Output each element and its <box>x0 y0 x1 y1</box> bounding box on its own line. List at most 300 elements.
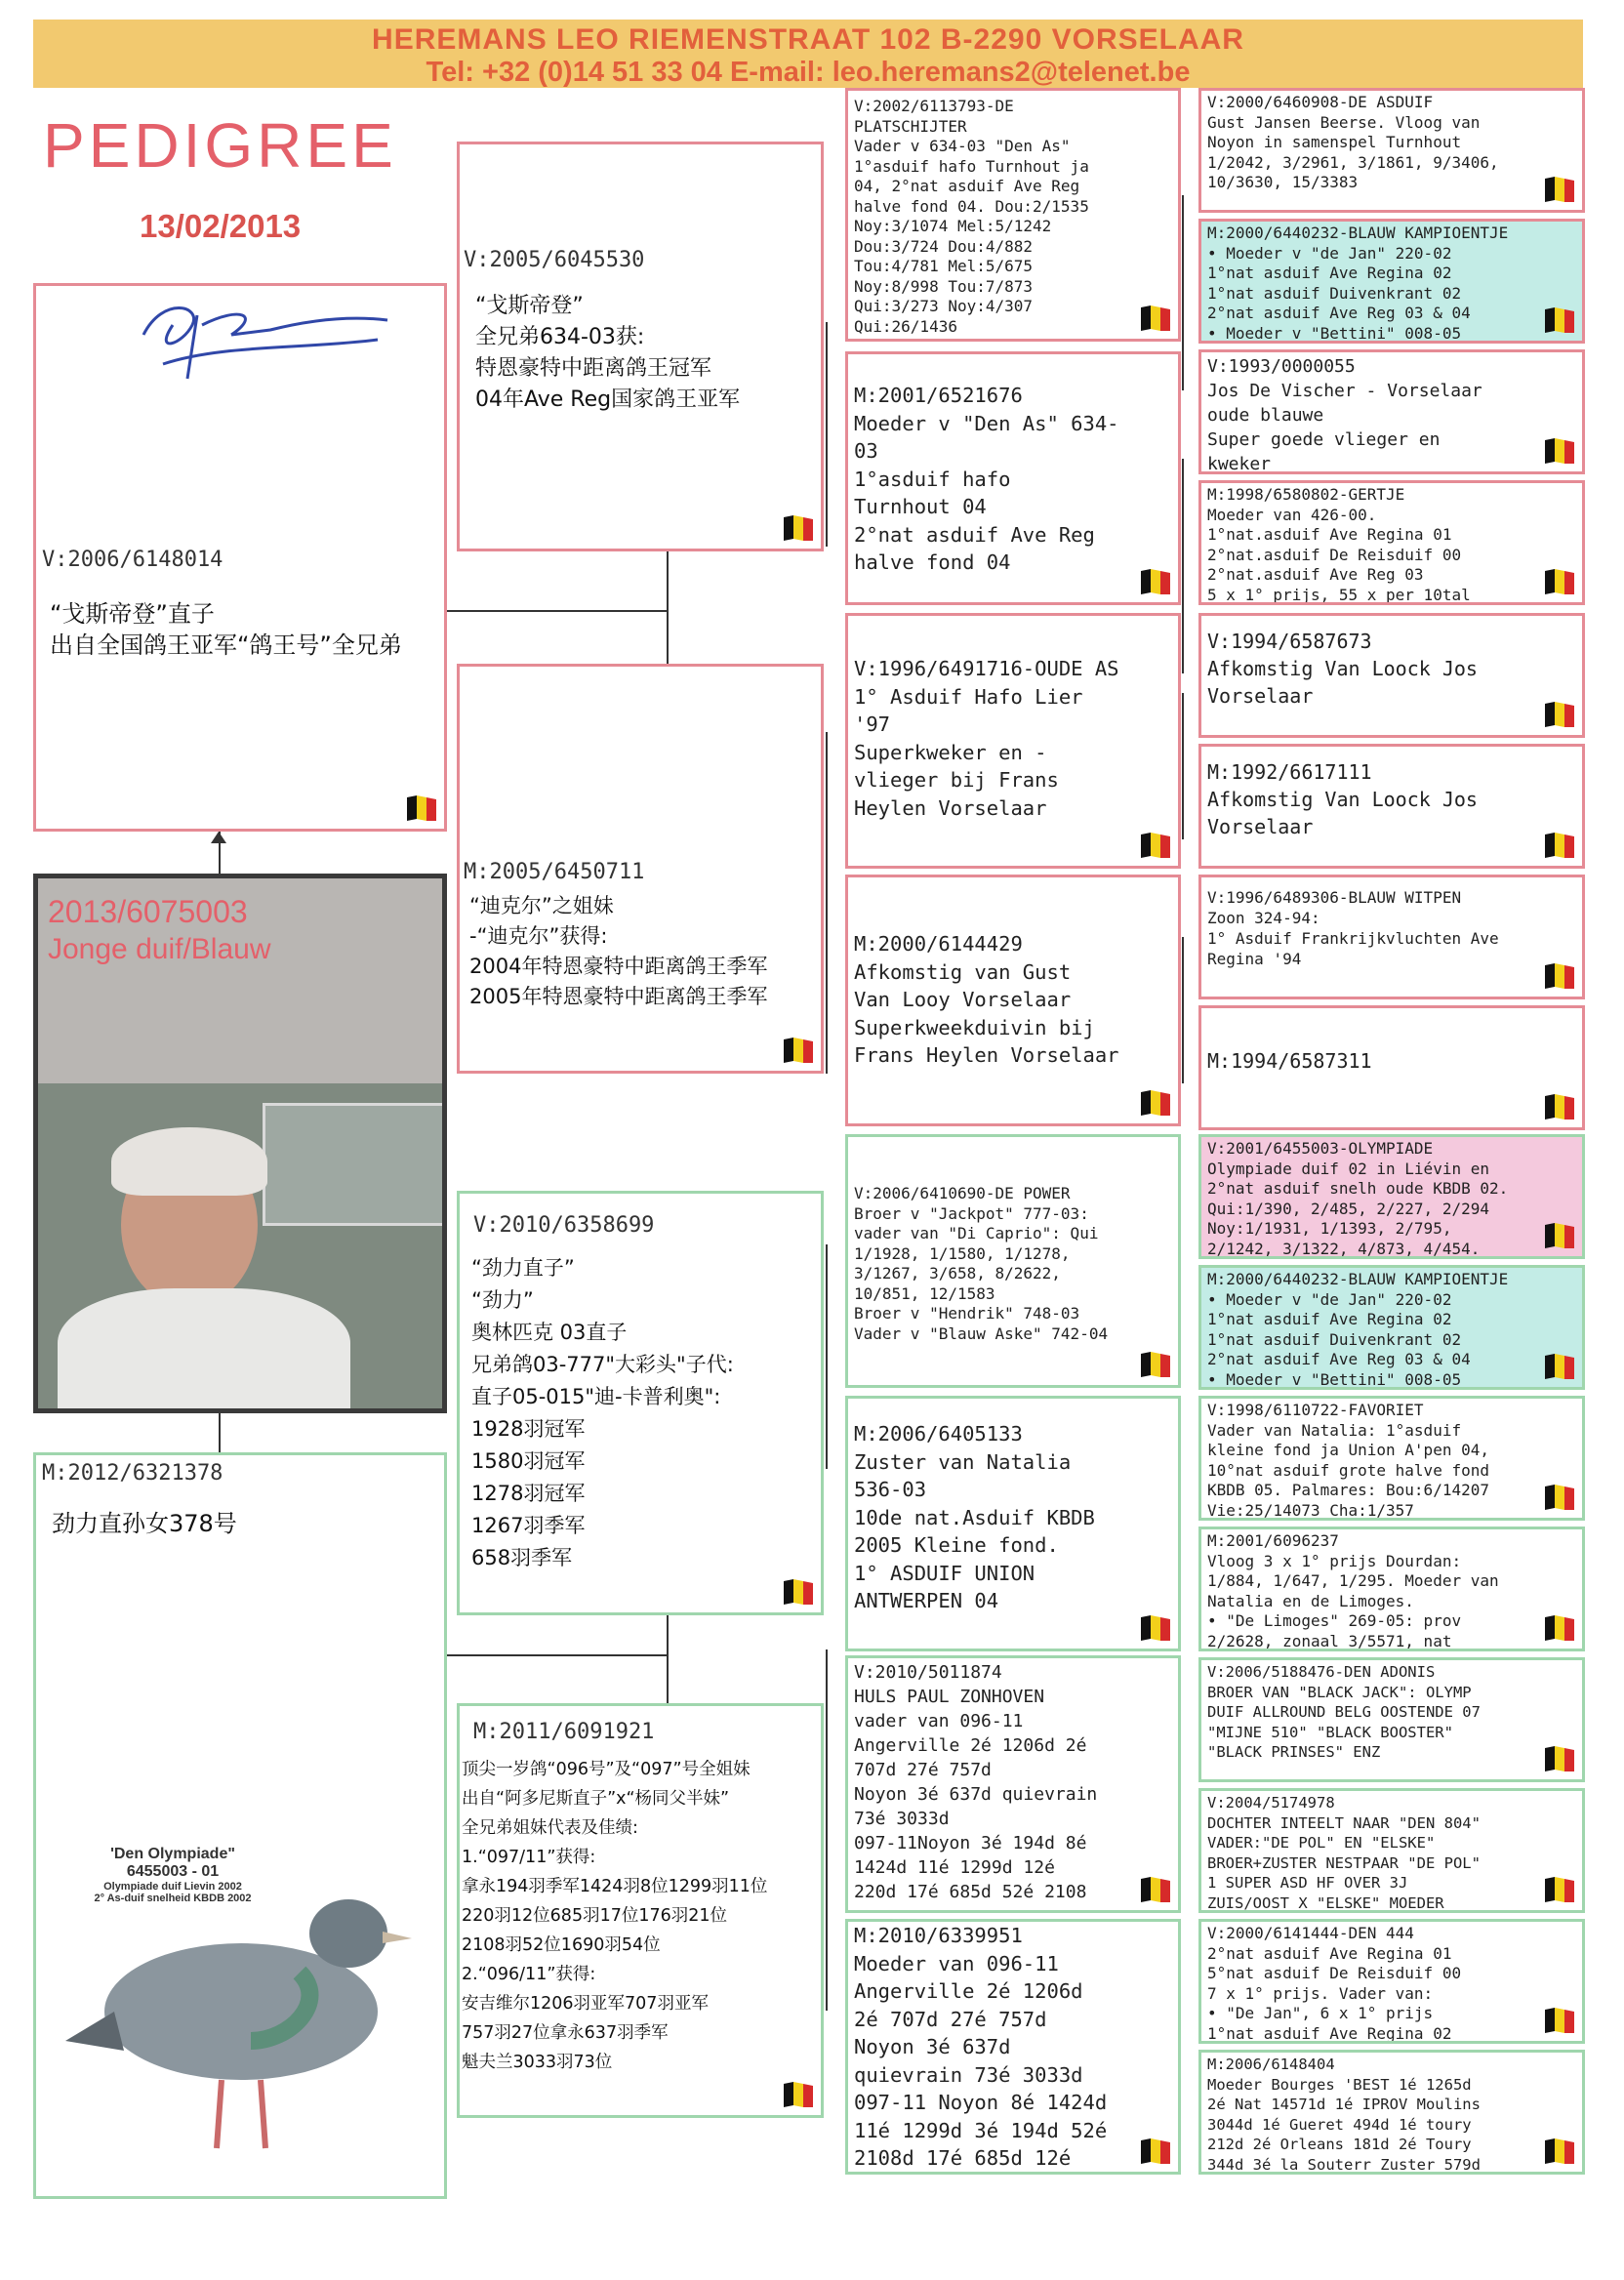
text-line: V:1996/6491716-OUDE AS <box>854 657 1119 680</box>
belgium-flag-icon <box>1137 1088 1172 1118</box>
gen4-card-13[interactable] <box>1198 1657 1585 1782</box>
belgium-flag-icon <box>1541 305 1576 335</box>
gen4-text <box>1201 483 1582 605</box>
belgium-flag-icon <box>1541 700 1576 729</box>
text-line: M:2010/6339951 <box>854 1924 1023 1947</box>
note-line: 奥林匹克 03直子 <box>471 1321 628 1344</box>
text-line: 2°nat asduif Ave Regina 01 <box>1207 1943 1452 1963</box>
text-line: 03 <box>854 439 878 463</box>
text-line: 097-11 Noyon 8é 1424d <box>854 2091 1108 2114</box>
text-line: M:2001/6096237 <box>1207 1531 1339 1550</box>
text-line: M:1998/6580802-GERTJE <box>1207 485 1405 504</box>
belgium-flag-icon <box>1541 961 1576 991</box>
note-line: 兄弟鸽03-777"大彩头"子代: <box>471 1353 734 1376</box>
text-line: Dou:3/724 Dou:4/882 <box>854 236 1034 256</box>
note-line: 全兄弟634-03获: <box>475 325 645 349</box>
gen3-text <box>848 1137 1178 1350</box>
text-line: Moeder Bourges 'BEST 1é 1265d <box>1207 2075 1472 2094</box>
note-line: 1580羽冠军 <box>471 1449 586 1473</box>
text-line: V:2000/6141444-DEN 444 <box>1207 1924 1414 1942</box>
text-line: Angerville 2é 1206d 2é <box>854 1735 1087 1756</box>
text-line: quievrain 73é 3033d <box>854 2062 1083 2087</box>
sire-dam-notes <box>469 891 767 1012</box>
gen3-text <box>848 91 1178 342</box>
gen4-text <box>1201 1137 1582 1259</box>
text-line: 2/1242, 3/1322, 4/873, 4/454. <box>1207 1239 1481 1258</box>
text-line: M:2000/6440232-BLAUW KAMPIOENTJE <box>1207 1270 1509 1288</box>
text-line: 2°nat.asduif De Reisduif 00 <box>1207 545 1462 564</box>
dam-sire-notes <box>471 1252 734 1574</box>
text-line: Moeder van 096-11 <box>854 1951 1059 1975</box>
text-line: 10/3630, 15/3383 <box>1207 173 1359 191</box>
text-line: Qui:3/273 Noy:4/307 <box>854 297 1034 315</box>
text-line: 1424d 11é 1299d 12é <box>854 1857 1055 1878</box>
text-line: M:2000/6440232-BLAUW KAMPIOENTJE <box>1207 224 1509 242</box>
belgium-flag-icon <box>780 1036 815 1065</box>
text-line: Noyon in samenspel Turnhout <box>1207 133 1462 151</box>
sire-card[interactable] <box>33 283 447 832</box>
dam-ring: M:2012/6321378 <box>42 1461 223 1486</box>
text-line: halve fond 04 <box>854 550 1011 574</box>
text-line: kleine fond ja Union A'pen 04, <box>1207 1441 1489 1459</box>
text-line: M:2006/6148404 <box>1207 2056 1335 2073</box>
belgium-flag-icon <box>1137 304 1172 333</box>
connector <box>667 551 669 664</box>
gen3-card-6[interactable] <box>845 1396 1181 1651</box>
text-line: 1 SUPER ASD HF OVER 3J <box>1207 1874 1408 1892</box>
signature-icon <box>124 286 407 393</box>
text-line: VADER:"DE POL" EN "ELSKE" <box>1207 1834 1436 1852</box>
note-line: 1267羽季军 <box>471 1514 586 1537</box>
sire-note: “戈斯帝登”直子 <box>50 600 215 628</box>
gen3-text <box>848 1399 1178 1621</box>
text-line: 1°nat asduif Ave Regina 02 <box>1207 1310 1452 1328</box>
gen4-text <box>1201 1399 1582 1521</box>
text-line: 2°nat asduif Ave Reg 03 & 04 <box>1207 1350 1471 1368</box>
note-line: 出自“阿多尼斯直子”x“杨同父半妹” <box>462 1789 730 1809</box>
photo-description: Jonge duif/Blauw <box>48 933 271 965</box>
text-line: kweker <box>1207 454 1272 474</box>
text-line: Regina '94 <box>1207 950 1302 968</box>
text-line: Superkweker en - <box>854 740 1047 764</box>
belgium-flag-icon <box>1137 1350 1172 1379</box>
note-line: “劲力” <box>471 1288 534 1312</box>
gen4-card-16[interactable] <box>1198 2050 1585 2175</box>
belgium-flag-icon <box>1137 831 1172 860</box>
belgium-flag-icon <box>1137 1613 1172 1643</box>
text-line: "BLACK PRINSES" ENZ <box>1207 1743 1381 1761</box>
person-shirt <box>58 1288 350 1413</box>
note-line: 658羽季军 <box>471 1546 573 1569</box>
window-shape <box>263 1103 447 1226</box>
note-line: 220羽12位685羽17位176羽21位 <box>462 1906 728 1926</box>
belgium-flag-icon <box>1541 1613 1576 1643</box>
text-line: 2005 Kleine fond. <box>854 1533 1059 1557</box>
text-line: BROER VAN "BLACK JACK": OLYMP <box>1207 1683 1472 1701</box>
sire-sire-ring: V:2005/6045530 <box>464 248 645 272</box>
note-line: -“迪克尔”获得: <box>469 924 608 948</box>
text-line: 2°nat asduif Ave Reg <box>854 522 1095 547</box>
text-line: 73é 3033d <box>854 1809 950 1829</box>
text-line: DUIF ALLROUND BELG OOSTENDE 07 <box>1207 1703 1481 1721</box>
text-line: vlieger bij Frans <box>854 768 1059 792</box>
connector <box>667 1615 669 1703</box>
note-line: 直子05-015"迪-卡普利奥": <box>471 1385 721 1408</box>
text-line: 2°nat.asduif Ave Reg 03 <box>1207 565 1424 584</box>
text-line: 3/1267, 3/658, 8/2622, <box>854 1264 1061 1282</box>
text-line: Broer v "Jackpot" 777-03: <box>854 1203 1089 1223</box>
text-line: 1°asduif hafo <box>854 467 1011 491</box>
text-line: Natalia en de Limoges. <box>1207 1591 1414 1610</box>
text-line: 11é 1299d 3é 194d 52é <box>854 2118 1108 2142</box>
text-line: V:2010/5011874 <box>854 1662 1002 1683</box>
text-line: 2é Nat 14571d 1é IPROV Moulins <box>1207 2096 1481 2113</box>
note-line: 757羽27位拿永637羽季军 <box>462 2023 669 2043</box>
text-line: M:1992/6617111 <box>1207 760 1372 784</box>
note-line: “戈斯帝登” <box>475 294 584 318</box>
note-line: 2108羽52位1690羽54位 <box>462 1935 661 1955</box>
text-line: 1° Asduif Hafo Lier <box>854 684 1083 709</box>
text-line: 10/851, 12/1583 <box>854 1283 995 1303</box>
photo-ring: 2013/6075003 <box>48 894 248 929</box>
gen3-card-8[interactable] <box>845 1919 1181 2175</box>
note-line: 2005年特恩豪特中距离鸽王季军 <box>469 985 768 1008</box>
note-line: 1278羽冠军 <box>471 1482 586 1505</box>
text-line: Noyon 3é 637d <box>854 2035 1011 2058</box>
note-line: 04年Ave Reg国家鸽王亚军 <box>475 387 741 412</box>
text-line: Vader v 634-03 "Den As" <box>854 137 1071 155</box>
connector <box>826 1244 828 1469</box>
text-line: Moeder v "Den As" 634- <box>854 411 1119 435</box>
gen4-card-10[interactable] <box>1198 1265 1585 1390</box>
owner-contact: Tel: +32 (0)14 51 33 04 E-mail: leo.heremans2@telenet.be <box>426 57 1191 88</box>
dam-dam-card[interactable] <box>457 1703 824 2118</box>
text-line: Van Looy Vorselaar <box>854 988 1072 1011</box>
text-line: 1°nat asduif Duivenkrant 02 <box>1207 283 1462 303</box>
text-line: halve fond 04. Dou:2/1535 <box>854 196 1089 216</box>
text-line: 2é 707d 27é 757d <box>854 2007 1047 2031</box>
text-line: '97 <box>854 712 891 736</box>
gen4-text <box>1201 91 1582 199</box>
gen4-text <box>1201 747 1582 846</box>
text-line: Vader v "Blauw Aske" 742-04 <box>854 1323 1109 1343</box>
text-line: 097-11Noyon 3é 194d 8é <box>854 1833 1087 1853</box>
dam-dam-ring: M:2011/6091921 <box>473 1720 655 1744</box>
text-line: M:2006/6405133 <box>854 1422 1023 1445</box>
connector <box>1182 937 1184 1083</box>
gen3-card-3[interactable] <box>845 613 1181 869</box>
gen3-card-4[interactable] <box>845 875 1181 1126</box>
header-banner <box>33 20 1583 88</box>
text-line: Noyon 3é 637d quievrain <box>854 1784 1098 1805</box>
text-line: vader van 096-11 <box>854 1711 1024 1731</box>
text-line: BROER+ZUSTER NESTPAAR "DE POL" <box>1207 1853 1481 1872</box>
text-line: 2°nat asduif snelh oude KBDB 02. <box>1207 1179 1509 1198</box>
text-line: M:2000/6144429 <box>854 932 1023 956</box>
belgium-flag-icon <box>1137 2137 1172 2166</box>
connector <box>1182 459 1184 673</box>
belgium-flag-icon <box>403 794 438 823</box>
text-line: V:2006/6410690-DE POWER <box>854 1184 1071 1202</box>
sire-sire-notes <box>475 291 740 416</box>
connector <box>219 1413 221 1452</box>
text-line: Qui:1/390, 2/485, 2/227, 2/294 <box>1207 1199 1489 1218</box>
belgium-flag-icon <box>1541 1221 1576 1250</box>
pigeon-photo <box>33 874 447 1413</box>
text-line: Afkomstig Van Loock Jos <box>1207 657 1478 680</box>
text-line: 1/2042, 3/2961, 3/1861, 9/3406, <box>1207 152 1499 172</box>
sire-notes <box>50 598 402 661</box>
connector <box>442 610 667 612</box>
text-line: V:2002/6113793-DE <box>854 97 1014 115</box>
connector <box>826 322 828 547</box>
gen4-card-4[interactable] <box>1198 480 1585 605</box>
olympiade-name: 'Den Olympiade" <box>110 1846 235 1862</box>
sire-note: 出自全国鸽王亚军“鸽王号”全兄弟 <box>50 631 402 659</box>
text-line: V:1998/6110722-FAVORIET <box>1207 1401 1424 1419</box>
text-line: 5 x 1° prijs, 55 x per 10tal <box>1207 585 1471 604</box>
text-line: 1°nat asduif Ave Regina 02 <box>1207 264 1452 282</box>
gen4-card-2[interactable] <box>1198 219 1585 344</box>
text-line: 1° Asduif Frankrijkvluchten Ave <box>1207 929 1499 948</box>
gen4-text <box>1201 1268 1582 1390</box>
gen3-card-1[interactable] <box>845 88 1181 342</box>
gen3-card-5[interactable] <box>845 1134 1181 1388</box>
note-line: “迪克尔”之姐妹 <box>469 894 614 917</box>
sire-sire-card[interactable] <box>457 142 824 551</box>
belgium-flag-icon <box>1541 175 1576 204</box>
text-line: Gust Jansen Beerse. Vloog van <box>1207 112 1481 132</box>
text-line: 220d 17é 685d 52é 2108 <box>854 1882 1087 1902</box>
text-line: 2/2628, zonaal 3/5571, nat <box>1207 1631 1452 1650</box>
olympiade-note: 2° As-duif snelheid KBDB 2002 <box>94 1893 252 1904</box>
text-line: Tou:4/781 Mel:5/675 <box>854 257 1034 275</box>
gen4-card-5[interactable] <box>1198 613 1585 738</box>
text-line: Afkomstig van Gust <box>854 959 1072 984</box>
note-line: 2004年特恩豪特中距离鸽王季军 <box>469 955 768 978</box>
note-line: 1928羽冠军 <box>471 1417 586 1441</box>
gen4-card-7[interactable] <box>1198 875 1585 999</box>
gen3-text <box>848 616 1178 828</box>
gen4-text <box>1201 1922 1582 2044</box>
text-line: vader van "Di Caprio": Qui <box>854 1224 1099 1242</box>
text-line: 2°nat asduif Ave Reg 03 & 04 <box>1207 304 1471 322</box>
gen4-text <box>1201 2053 1582 2175</box>
belgium-flag-icon <box>1541 2006 1576 2035</box>
gen3-card-2[interactable] <box>845 351 1181 605</box>
text-line: 344d 3é la Souterr Zuster 579d <box>1207 2155 1481 2174</box>
text-line: Zoon 324-94: <box>1207 909 1320 927</box>
text-line: Vader van Natalia: 1°asduif <box>1207 1420 1462 1440</box>
text-line: ZUIS/OOST X "ELSKE" MOEDER <box>1207 1893 1444 1912</box>
text-line: 1° ASDUIF UNION <box>854 1561 1035 1585</box>
text-line: 536-03 <box>854 1478 927 1501</box>
gen3-text <box>848 1922 1178 2175</box>
arrow-up-icon <box>211 832 226 843</box>
text-line: 707d 27é 757d <box>854 1760 992 1780</box>
gen4-text <box>1201 1660 1582 1769</box>
gen4-text <box>1201 616 1582 715</box>
text-line: Heylen Vorselaar <box>854 795 1047 820</box>
text-line: 1°nat asduif Ave Regina 02 <box>1207 2023 1452 2043</box>
gen4-card-6[interactable] <box>1198 744 1585 869</box>
gen4-text <box>1201 877 1582 975</box>
note-line: 全兄弟姐妹代表及佳绩: <box>462 1818 638 1838</box>
text-line: Broer v "Hendrik" 748-03 <box>854 1304 1080 1323</box>
gen4-card-8[interactable] <box>1198 1005 1585 1130</box>
connector <box>826 732 828 1074</box>
text-line: • "De Jan", 6 x 1° prijs <box>1207 2004 1434 2022</box>
sire-ring: V:2006/6148014 <box>42 548 223 572</box>
person-hair <box>111 1127 267 1196</box>
olympiade-ring: 6455003 - 01 <box>126 1863 220 1880</box>
text-line: Noy:8/998 Tou:7/873 <box>854 276 1034 296</box>
page-title: PEDIGREE <box>43 110 397 181</box>
olympiade-note: Olympiade duif Lievin 2002 <box>103 1881 242 1893</box>
text-line: Jos De Vischer - Vorselaar <box>1207 381 1482 401</box>
belgium-flag-icon <box>1541 2137 1576 2166</box>
text-line: Noy:1/1931, 1/1393, 2/795, <box>1207 1219 1452 1238</box>
text-line: Vie:25/14073 Cha:1/357 <box>1207 1500 1414 1520</box>
text-line: 10°nat asduif grote halve fond <box>1207 1460 1489 1480</box>
belgium-flag-icon <box>1541 436 1576 466</box>
text-line: 3044d 1é Gueret 494d 1é toury <box>1207 2115 1472 2134</box>
note-line: 1.“097/11”获得: <box>462 1848 596 1867</box>
text-line: HULS PAUL ZONHOVEN <box>854 1687 1045 1707</box>
gen4-card-15[interactable] <box>1198 1919 1585 2044</box>
text-line: 212d 2é Orleans 181d 2é Toury <box>1207 2136 1472 2153</box>
gen4-card-12[interactable] <box>1198 1527 1585 1651</box>
text-line: 1/1928, 1/1580, 1/1278, <box>854 1243 1071 1263</box>
text-line: Zuster van Natalia <box>854 1449 1072 1474</box>
belgium-flag-icon <box>1541 1875 1576 1904</box>
text-line: 1°nat.asduif Ave Regina 01 <box>1207 525 1452 544</box>
text-line: ANTWERPEN 04 <box>854 1589 999 1612</box>
text-line: M:1994/6587311 <box>1207 1049 1372 1073</box>
dam-dam-notes <box>462 1755 767 2077</box>
gen4-text <box>1201 1008 1582 1080</box>
text-line: 10de nat.Asduif KBDB <box>854 1505 1095 1529</box>
gen3-card-7[interactable] <box>845 1655 1181 1913</box>
pigeon-illustration-icon <box>56 1846 446 2178</box>
connector <box>1182 195 1184 390</box>
text-line: Qui:26/1436 <box>854 316 957 336</box>
text-line: V:2000/6460908-DE ASDUIF <box>1207 93 1434 111</box>
text-line: 04, 2°nat asduif Ave Reg <box>854 177 1080 195</box>
note-line: 魁夫兰3033羽73位 <box>462 2053 613 2072</box>
text-line: 1°nat asduif Duivenkrant 02 <box>1207 1329 1462 1349</box>
belgium-flag-icon <box>780 513 815 543</box>
note-line: 特恩豪特中距离鸽王冠军 <box>475 356 712 381</box>
text-line: • Moeder v "Bettini" 008-05 <box>1207 1369 1462 1389</box>
belgium-flag-icon <box>1541 567 1576 596</box>
text-line: V:1993/0000055 <box>1207 356 1356 377</box>
gen3-text <box>848 1658 1178 1910</box>
text-line: • "De Limoges" 269-05: prov <box>1207 1611 1462 1630</box>
text-line: Turnhout 04 <box>854 495 987 518</box>
text-line: 7 x 1° prijs. Vader van: <box>1207 1983 1434 2003</box>
gen4-text <box>1201 1529 1582 1651</box>
text-line: Vorselaar <box>1207 815 1314 838</box>
belgium-flag-icon <box>1137 567 1172 596</box>
text-line: Super goede vlieger en <box>1207 429 1441 450</box>
text-line: "MIJNE 510" "BLACK BOOSTER" <box>1207 1723 1453 1741</box>
note-line: 拿永194羽季军1424羽8位1299羽11位 <box>462 1877 768 1896</box>
gen4-card-11[interactable] <box>1198 1396 1585 1521</box>
text-line: • Moeder v "de Jan" 220-02 <box>1207 243 1452 263</box>
gen4-card-1[interactable] <box>1198 88 1585 213</box>
note-line: 安吉维尔1206羽亚军707羽亚军 <box>462 1994 709 2014</box>
gen4-card-14[interactable] <box>1198 1788 1585 1913</box>
note-line: 2.“096/11”获得: <box>462 1965 596 1984</box>
text-line: V:2004/5174978 <box>1207 1794 1335 1812</box>
belgium-flag-icon <box>1541 1092 1576 1121</box>
text-line: V:1994/6587673 <box>1207 630 1372 653</box>
text-line: Superkweekduivin bij <box>854 1015 1095 1039</box>
belgium-flag-icon <box>1541 1744 1576 1773</box>
owner-address: HEREMANS LEO RIEMENSTRAAT 102 B-2290 VORSELAAR <box>372 23 1244 56</box>
connector <box>442 1654 667 1656</box>
text-line: Noy:3/1074 Mel:5/1242 <box>854 217 1052 235</box>
sire-dam-ring: M:2005/6450711 <box>464 860 645 884</box>
dam-sire-card[interactable] <box>457 1191 824 1615</box>
text-line: KBDB 05. Palmares: Bou:6/14207 <box>1207 1481 1489 1499</box>
text-line: V:2001/6455003-OLYMPIADE <box>1207 1139 1434 1158</box>
text-line: 1/884, 1/647, 1/295. Moeder van <box>1207 1571 1499 1590</box>
text-line: 2108d 17é 685d 12é <box>854 2146 1072 2170</box>
note-line: 顶尖一岁鸽“096号”及“097”号全姐妹 <box>462 1760 751 1779</box>
text-line: DOCHTER INTEELT NAAR "DEN 804" <box>1207 1813 1481 1832</box>
text-line: Olympiade duif 02 in Liévin en <box>1207 1159 1489 1178</box>
text-line: V:1996/6489306-BLAUW WITPEN <box>1207 888 1462 907</box>
gen4-text <box>1201 222 1582 344</box>
sire-dam-card[interactable] <box>457 664 824 1074</box>
text-line: V:2006/5188476-DEN ADONIS <box>1207 1663 1436 1681</box>
gen3-text <box>848 354 1178 583</box>
text-line: 5°nat asduif De Reisduif 00 <box>1207 1964 1462 1982</box>
text-line: • Moeder v "de Jan" 220-02 <box>1207 1289 1452 1309</box>
belgium-flag-icon <box>780 2080 815 2109</box>
text-line: • Moeder v "Bettini" 008-05 <box>1207 323 1462 343</box>
gen4-text <box>1201 352 1582 474</box>
gen4-text <box>1201 1791 1582 1913</box>
gen3-text <box>848 877 1178 1076</box>
pedigree-date: 13/02/2013 <box>140 208 302 244</box>
text-line: M:2001/6521676 <box>854 384 1023 407</box>
text-line: Moeder van 426-00. <box>1207 505 1377 524</box>
connector <box>1182 693 1184 839</box>
belgium-flag-icon <box>1541 1352 1576 1381</box>
belgium-flag-icon <box>1137 1875 1172 1904</box>
connector <box>826 1649 828 2011</box>
text-line: Frans Heylen Vorselaar <box>854 1043 1119 1067</box>
text-line: Vloog 3 x 1° prijs Dourdan: <box>1207 1551 1462 1570</box>
belgium-flag-icon <box>1541 1483 1576 1512</box>
dam-card[interactable] <box>33 1452 447 2199</box>
note-line: “劲力直子” <box>471 1256 575 1280</box>
gen4-card-9[interactable] <box>1198 1134 1585 1259</box>
gen4-card-3[interactable] <box>1198 349 1585 474</box>
text-line: Vorselaar <box>1207 684 1314 708</box>
text-line: oude blauwe <box>1207 405 1324 426</box>
dam-note: 劲力直孙女378号 <box>52 1510 237 1537</box>
text-line: Afkomstig Van Loock Jos <box>1207 788 1478 811</box>
belgium-flag-icon <box>1541 831 1576 860</box>
text-line: Angerville 2é 1206d <box>854 1979 1083 2003</box>
text-line: 1°asduif hafo Turnhout ja <box>854 156 1089 176</box>
belgium-flag-icon <box>780 1577 815 1607</box>
dam-sire-ring: V:2010/6358699 <box>473 1213 655 1238</box>
